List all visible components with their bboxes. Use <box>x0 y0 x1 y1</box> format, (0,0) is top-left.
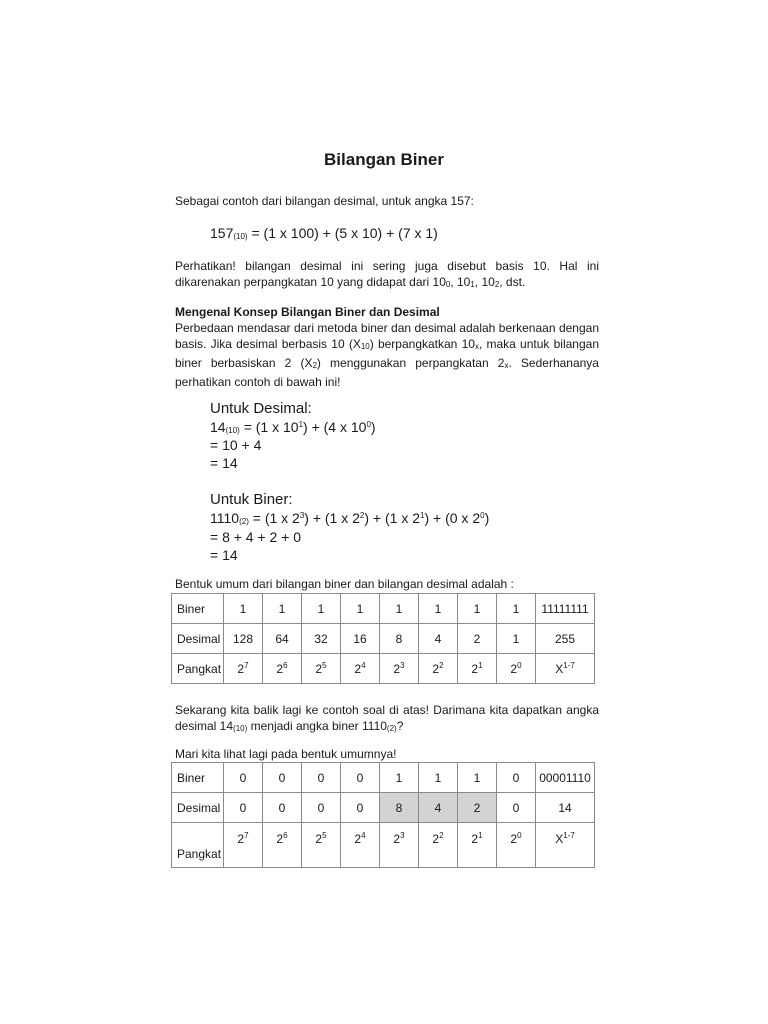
table-cell: 0 <box>341 793 380 823</box>
table-cell: 0 <box>302 793 341 823</box>
intro-text: Sebagai contoh dari bilangan desimal, untuk angka 157: <box>175 194 474 208</box>
table-cell: 32 <box>302 624 341 654</box>
power-cell: $2^7$ <box>224 823 263 868</box>
power-cell: $2^2$ <box>419 654 458 684</box>
power-cell: $X^{1-7}$ <box>536 823 595 868</box>
biner-example-line-3: = 14 <box>210 547 238 563</box>
example-14-table <box>171 762 595 868</box>
table-cell: 1 <box>224 594 263 624</box>
power-cell: $2^6$ <box>263 654 302 684</box>
desimal-example-heading: Untuk Desimal: <box>210 400 312 417</box>
row-label: Pangkat <box>172 654 224 684</box>
table-cell: 1 <box>497 594 536 624</box>
table-row-desimal <box>172 624 595 654</box>
section-heading: Mengenal Konsep Bilangan Biner dan Desimal <box>175 305 440 319</box>
power-cell: $2^4$ <box>341 654 380 684</box>
table-cell: 8 <box>380 624 419 654</box>
example-157-rhs: = (1 x 100) + (5 x 10) + (7 x 1) <box>247 225 438 241</box>
power-cell: $2^0$ <box>497 823 536 868</box>
power-cell: $2^2$ <box>419 823 458 868</box>
general-form-table <box>171 593 595 684</box>
power-cell: $2^7$ <box>224 654 263 684</box>
biner-example-heading: Untuk Biner: <box>210 491 293 508</box>
power-cell: $2^6$ <box>263 823 302 868</box>
table-cell: 1 <box>341 594 380 624</box>
table-cell: 11111111 <box>536 594 595 624</box>
table-cell: 14 <box>536 793 595 823</box>
table-cell: 0 <box>263 793 302 823</box>
row-label: Pangkat <box>172 823 224 868</box>
table-cell: 1 <box>380 763 419 793</box>
table-row-pangkat <box>172 654 595 684</box>
table-row-pangkat <box>172 823 595 868</box>
power-cell: $2^3$ <box>380 823 419 868</box>
desimal-example-line-2: = 10 + 4 <box>210 437 262 453</box>
power-cell: $X^{1-7}$ <box>536 654 595 684</box>
table-cell: 128 <box>224 624 263 654</box>
table-cell: 1 <box>302 594 341 624</box>
table-cell: 0 <box>263 763 302 793</box>
power-cell: $2^4$ <box>341 823 380 868</box>
table-row-biner <box>172 594 595 624</box>
table-cell: 0 <box>224 793 263 823</box>
row-label: Biner <box>172 763 224 793</box>
page-title: Bilangan Biner <box>324 150 444 169</box>
table-cell: 0 <box>497 793 536 823</box>
table-cell: 1 <box>380 594 419 624</box>
power-cell: $2^1$ <box>458 654 497 684</box>
highlighted-cell: 2 <box>458 793 497 823</box>
table-cell: 1 <box>497 624 536 654</box>
table-cell: 255 <box>536 624 595 654</box>
section-paragraph: Perbedaan mendasar dari metoda biner dan desimal adalah berkenaan dengan basis. Jika desimal berbasis 10 (X10) berpangkatkan 10x, maka untuk bilangan biner berbasiskan 2 (X2) menggunakan perpangkatan 2x. Sederhananya perhatikan contoh di bawah ini! <box>175 321 600 389</box>
table-cell: 1 <box>458 763 497 793</box>
desimal-example-line-3: = 14 <box>210 455 238 471</box>
table-row-desimal <box>172 793 595 823</box>
table-cell: 1 <box>419 594 458 624</box>
table-cell: 2 <box>458 624 497 654</box>
table-1-caption: Bentuk umum dari bilangan biner dan bilangan desimal adalah : <box>175 577 514 591</box>
power-cell: $2^5$ <box>302 654 341 684</box>
row-label: Desimal <box>172 624 224 654</box>
power-cell: $2^1$ <box>458 823 497 868</box>
table-cell: 0 <box>224 763 263 793</box>
biner-example-line-1: 1110(2) = (1 x $2^3) + (1$ x $2^2) + (1$ x $2^1) + (0$ x $2^0$) <box>210 510 490 526</box>
table-cell: 1 <box>419 763 458 793</box>
table-cell: 1 <box>263 594 302 624</box>
table-cell: 0 <box>497 763 536 793</box>
table-row-biner <box>172 763 595 793</box>
example-157-lhs: 157 <box>210 225 234 241</box>
table-cell: 4 <box>419 624 458 654</box>
biner-example-line-2: = 8 + 4 + 2 + 0 <box>210 529 302 545</box>
table-cell: 64 <box>263 624 302 654</box>
table-cell: 00001110 <box>536 763 595 793</box>
desimal-example-line-1: 14(10) = (1 x $10^1) + (4$ x $10^0$) <box>210 419 376 435</box>
table-cell: 16 <box>341 624 380 654</box>
power-cell: $2^5$ <box>302 823 341 868</box>
table-cell: 0 <box>302 763 341 793</box>
example-157-base: (10) <box>233 232 248 241</box>
power-cell: $2^3$ <box>380 654 419 684</box>
row-label: Biner <box>172 594 224 624</box>
highlighted-cell: 8 <box>380 793 419 823</box>
example-157 <box>210 225 438 241</box>
question-paragraph: Sekarang kita balik lagi ke contoh soal di atas! Darimana kita dapatkan angka desimal 14(10) menjadi angka biner 1110(2)? <box>175 703 599 733</box>
highlighted-cell: 4 <box>419 793 458 823</box>
table-cell: 0 <box>341 763 380 793</box>
table-cell: 1 <box>458 594 497 624</box>
power-cell: $2^0$ <box>497 654 536 684</box>
table-2-caption: Mari kita lihat lagi pada bentuk umumnya! <box>175 747 397 761</box>
note-paragraph: Perhatikan! bilangan desimal ini sering juga disebut basis 10. Hal ini dikarenakan perpangkatan 10 yang didapat dari 100, 101, 102, dst. <box>175 259 599 289</box>
row-label: Desimal <box>172 793 224 823</box>
